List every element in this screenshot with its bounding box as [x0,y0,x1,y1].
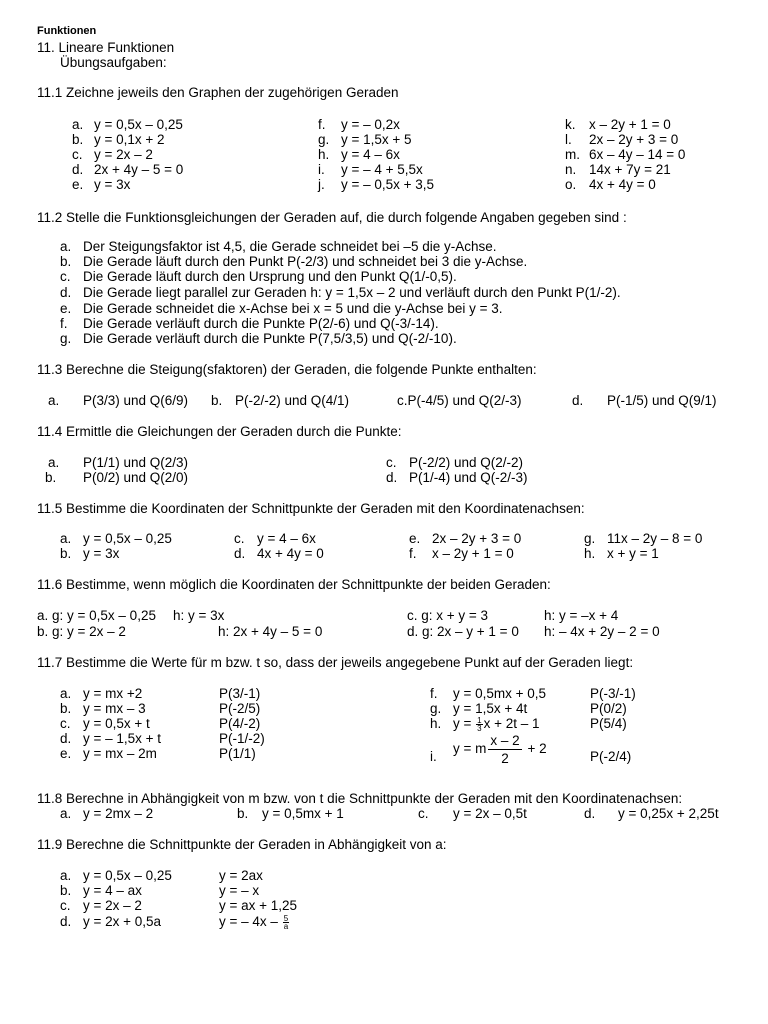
item-label: c. [60,898,71,913]
item-label: b. [60,254,72,269]
equation: y = 0,5x – 0,25 [94,117,183,132]
equation: y = mx – 3 [83,701,146,716]
item-label: c. [234,531,245,546]
fraction-denominator: 2 [501,751,509,766]
equation: 2x – 2y + 3 = 0 [589,132,679,147]
item-label: k. [565,117,576,132]
item-label: c. [386,455,397,470]
equation-with-fraction [453,716,540,732]
item-label: e. [72,177,84,192]
equation-h: h: 2x + 4y – 5 = 0 [218,624,323,639]
point: P(-2/4) [590,749,632,764]
equation: x – 2y + 1 = 0 [589,117,671,132]
item-label: m. [565,147,580,162]
item-label: n. [565,162,577,177]
item-label: f. [60,316,68,331]
equation-h: y = 2ax [219,868,263,883]
list-item: Der Steigungsfaktor ist 4,5, die Gerade schneidet bei –5 die y-Achse. [83,239,497,254]
item-label: d. [60,285,72,300]
equation: y = 3x [94,177,131,192]
item-label: c. [72,147,83,162]
equation: y = 0,5mx + 0,5 [453,686,547,701]
point-pair: P(0/2) und Q(2/0) [83,470,189,485]
item-label: a. [60,686,72,701]
fraction-numerator: 5 [283,913,289,923]
item-label: a. [60,531,72,546]
equation-with-fraction [453,732,547,767]
equation: 2x – 2y + 3 = 0 [432,531,522,546]
equation: y = 2mx – 2 [83,806,154,821]
task-11-3-heading: 11.3 Berechne die Steigung(sfaktoren) der Geraden, die folgende Punkte enthalten: [37,362,537,377]
item-label: d. [386,470,398,485]
equation-g: y = 4 – ax [83,883,142,898]
equation-h: h: – 4x + 2y – 2 = 0 [544,624,660,639]
equation: 6x – 4y – 14 = 0 [589,147,686,162]
point-pair: P(-1/5) und Q(9/1) [607,393,717,408]
item-label: f. [430,686,438,701]
item-label: b. [237,806,249,821]
equation-h: y = – x [219,883,260,898]
equation-g: b. g: y = 2x – 2 [37,624,126,639]
equation-h: h: y = –x + 4 [544,608,619,623]
equation: y = 2x – 0,5t [453,806,527,821]
item-label: b. [211,393,223,408]
equation-g: d. g: 2x – y + 1 = 0 [407,624,519,639]
subtitle: Übungsaufgaben: [60,55,167,70]
equation: y = 0,5x – 0,25 [83,531,172,546]
equation: y = – 0,2x [341,117,400,132]
item-label: c. [60,716,71,731]
fraction-numerator: x – 2 [490,733,520,748]
equation: x + y = 1 [607,546,659,561]
point-pair: P(1/-4) und Q(-2/-3) [409,470,528,485]
item-label: g. [430,701,442,716]
equation-g: c. g: x + y = 3 [407,608,489,623]
task-11-7-heading: 11.7 Bestimme die Werte für m bzw. t so, dass der jeweils angegebene Punkt auf der Geraden liegt: [37,655,634,670]
point: P(-1/-2) [219,731,265,746]
equation-prefix: y = m [453,741,487,757]
item-label: l. [565,132,572,147]
equation-g: y = 2x + 0,5a [83,914,162,929]
fraction [488,732,521,767]
item-label: d. [60,914,72,929]
list-item: Die Gerade liegt parallel zur Geraden h: y = 1,5x – 2 und verläuft durch den Punkt P(1/-2). [83,285,621,300]
task-11-1-heading: 11.1 Zeichne jeweils den Graphen der zugehörigen Geraden [37,85,399,100]
item-label: f. [409,546,417,561]
fraction [283,915,289,930]
point: P(5/4) [590,716,627,731]
equation-h: h: y = 3x [173,608,225,623]
task-11-2-heading: 11.2 Stelle die Funktionsgleichungen der Geraden auf, die durch folgende Angaben gegeben sind : [37,210,627,225]
equation-suffix: + 2 [527,741,547,757]
equation: y = – 4 + 5,5x [341,162,423,177]
point: P(4/-2) [219,716,261,731]
equation-g: a. g: y = 0,5x – 0,25 [37,608,156,623]
equation: y = 4 – 6x [341,147,400,162]
item-label: e. [409,531,421,546]
list-item: Die Gerade schneidet die x-Achse bei x = 5 und die y-Achse bei y = 3. [83,301,503,316]
item-label: g. [318,132,330,147]
item-label: a. [72,117,84,132]
equation: y = mx – 2m [83,746,157,761]
item-label: e. [60,301,72,316]
item-label: h. [318,147,330,162]
fraction-numerator: 1 [477,715,482,725]
equation: 4x + 4y = 0 [257,546,324,561]
equation-suffix: x + 2t – 1 [483,716,540,731]
item-label: f. [318,117,326,132]
equation: y = 0,25x + 2,25t [618,806,719,821]
equation: y = – 1,5x + t [83,731,162,746]
chapter-title: 11. Lineare Funktionen [37,40,175,55]
point-pair: P(3/3) und Q(6/9) [83,393,189,408]
equation: y = 4 – 6x [257,531,316,546]
point: P(1/1) [219,746,256,761]
item-label: c. [60,269,71,284]
item-label: o. [565,177,577,192]
task-11-6-heading: 11.6 Bestimme, wenn möglich die Koordinaten der Schnittpunkte der beiden Geraden: [37,577,551,592]
equation: y = 1,5x + 5 [341,132,412,147]
task-11-8-heading: 11.8 Berechne in Abhängigkeit von m bzw. von t die Schnittpunkte der Geraden mit den Koordinatenachsen: [37,791,683,806]
item-label: b. [72,132,84,147]
task-11-4-heading: 11.4 Ermittle die Gleichungen der Geraden durch die Punkte: [37,424,402,439]
point-pair: P(-2/2) und Q(2/-2) [409,455,524,470]
list-item: Die Gerade verläuft durch die Punkte P(2/-6) und Q(-3/-14). [83,316,439,331]
equation: 2x + 4y – 5 = 0 [94,162,184,177]
item-label: h. [430,716,442,731]
item-label: b. [60,701,72,716]
point: P(3/-1) [219,686,261,701]
list-item: Die Gerade läuft durch den Ursprung und den Punkt Q(1/-0,5). [83,269,457,284]
equation: 11x – 2y – 8 = 0 [607,531,703,546]
item-label: a. [60,806,72,821]
point-pair: P(-2/-2) und Q(4/1) [235,393,350,408]
task-11-5-heading: 11.5 Bestimme die Koordinaten der Schnittpunkte der Geraden mit den Koordinatenachsen: [37,501,585,516]
item-label: h. [584,546,596,561]
item-label: c. [418,806,429,821]
item-label: a. [60,239,72,254]
fraction-denominator: a [283,921,289,931]
point-pair: P(1/1) und Q(2/3) [83,455,189,470]
item-label: d. [584,806,596,821]
item-label: j. [318,177,325,192]
equation: y = 2x – 2 [94,147,153,162]
item-label: b. [60,883,72,898]
item-label: i. [430,749,437,764]
item-label: g. [60,331,72,346]
fraction [476,717,482,732]
equation: x – 2y + 1 = 0 [432,546,514,561]
equation: y = 0,5mx + 1 [262,806,344,821]
equation: y = 3x [83,546,120,561]
item-label: b. [45,470,57,485]
equation-with-fraction [219,914,290,930]
item-label: e. [60,746,72,761]
equation-h: y = ax + 1,25 [219,898,298,913]
list-item: Die Gerade verläuft durch die Punkte P(7,5/3,5) und Q(-2/-10). [83,331,457,346]
equation: y = – 0,5x + 3,5 [341,177,435,192]
item-label: g. [584,531,596,546]
list-item: Die Gerade läuft durch den Punkt P(-2/3) und schneidet bei 3 die y-Achse. [83,254,528,269]
item-label: d. [72,162,84,177]
item-label: b. [60,546,72,561]
equation-prefix: y = [453,716,472,731]
item-label: d. [60,731,72,746]
equation: y = mx +2 [83,686,143,701]
point: P(-3/-1) [590,686,636,701]
equation: y = 1,5x + 4t [453,701,528,716]
point: P(0/2) [590,701,627,716]
point: P(-2/5) [219,701,261,716]
item-label: d. [234,546,246,561]
equation-g: y = 0,5x – 0,25 [83,868,172,883]
equation-g: y = 2x – 2 [83,898,142,913]
item-label: i. [318,162,325,177]
document-header: Funktionen [37,25,97,37]
task-11-9-heading: 11.9 Berechne die Schnittpunkte der Geraden in Abhängigkeit von a: [37,837,447,852]
item-label: d. [572,393,584,408]
equation: 4x + 4y = 0 [589,177,656,192]
item-label: a. [48,393,60,408]
equation: y = 0,5x + t [83,716,150,731]
point-pair: c.P(-4/5) und Q(2/-3) [397,393,522,408]
equation: y = 0,1x + 2 [94,132,165,147]
equation-prefix: y = – 4x – [219,914,278,929]
equation: 14x + 7y = 21 [589,162,671,177]
fraction-denominator: 3 [477,723,482,733]
item-label: a. [60,868,72,883]
item-label: a. [48,455,60,470]
